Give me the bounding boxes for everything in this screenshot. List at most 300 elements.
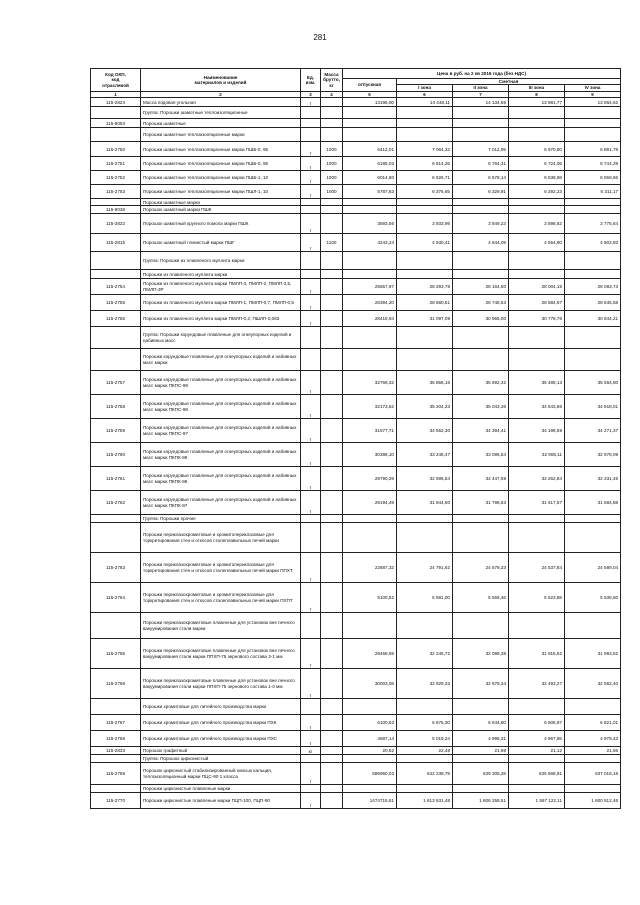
row-unit: т [301,371,321,395]
row-zone-1-price: 34 552,30 [397,419,453,443]
row-mass [321,98,343,107]
row-mass [321,419,343,443]
row-mass [321,295,343,311]
row-name: Порошки хромитовые для литейного производства марки ПХК [141,715,301,731]
row-unit: т [301,171,321,185]
table-row [91,699,621,715]
row-zone-2-price [453,252,509,270]
table-row [91,419,621,443]
row-zone-1-price: 31 944,60 [397,491,453,515]
row-mass [321,669,343,699]
row-release-price [343,270,397,279]
row-release-price: 28419,94 [343,311,397,327]
row-release-price: 30003,08 [343,669,397,699]
row-release-price: 6185,03 [343,157,397,171]
row-zone-3-price: 30 778,76 [509,311,565,327]
row-zone-3-price: 13 981,77 [509,98,565,107]
row-zone-1-price: 4 930,41 [397,234,453,252]
row-name: Порошки шамотные теплоизоляционные марки ПШБ-0, 95 [141,142,301,157]
row-zone-3-price [509,755,565,763]
table-row [91,214,621,234]
row-code: 115-2757 [91,371,141,395]
row-zone-2-price [453,270,509,279]
row-zone-4-price [565,199,621,206]
row-release-price: 29459,69 [343,639,397,669]
row-zone-1-price: 32 245,72 [397,639,453,669]
table-row [91,639,621,669]
table-row [91,279,621,295]
row-code: 115-2822 [91,214,141,234]
row-zone-4-price [565,755,621,763]
row-name: Порошки корундовые плавленые для огнеупорных изделий и набивных масс марки ПКПК-98 [141,467,301,491]
row-mass [321,252,343,270]
row-unit [301,119,321,128]
row-code: 115-2833 [91,747,141,755]
row-code: 115-9036 [91,206,141,214]
row-code [91,699,141,715]
page-number: 281 [313,33,327,42]
col-number: 9 [565,91,621,97]
table-row [91,613,621,639]
row-release-price: 1474715,61 [343,793,397,809]
row-zone-4-price [565,699,621,715]
row-name: Порошки периклазохромитовые плавленые для установок вне печного вакуумирования стали марки ППХП-75 зернового состава 3-1 мм [141,639,301,669]
row-mass [321,785,343,793]
col-number: 8 [509,91,565,97]
table-row [91,523,621,553]
row-unit [301,755,321,763]
row-zone-1-price [397,107,453,119]
row-code: 115-2764 [91,583,141,613]
row-zone-4-price: 34 918,01 [565,395,621,419]
row-mass [321,515,343,523]
row-release-price [343,128,397,142]
row-code: 115-2762 [91,491,141,515]
row-code [91,128,141,142]
row-code: 115-2755 [91,295,141,311]
row-code: 115-2759 [91,419,141,443]
row-release-price [343,785,397,793]
row-zone-2-price: 639 305,28 [453,763,509,785]
row-code [91,349,141,371]
row-code: 115-2751 [91,157,141,171]
row-unit [301,349,321,371]
row-zone-3-price [509,206,565,214]
row-zone-2-price [453,755,509,763]
row-zone-1-price: 22,48 [397,747,453,755]
row-zone-3-price [509,327,565,349]
row-zone-1-price [397,119,453,128]
header-release: отпускная [343,79,397,92]
row-zone-2-price: 24 678,33 [453,553,509,583]
row-zone-3-price: 31 915,62 [509,639,565,669]
group-row [91,327,621,349]
row-name: Порошок шамотный глинистый марки ПШГ [141,234,301,252]
row-zone-3-price: 34 843,86 [509,395,565,419]
row-zone-4-price [565,523,621,553]
table-row [91,311,621,327]
row-code: 115-2768 [91,731,141,747]
table-row [91,395,621,419]
row-mass [321,731,343,747]
row-name: Порошки шамотные теплоизоляционные марки ПШБ-1, 10 [141,171,301,185]
row-zone-3-price: 34 198,59 [509,419,565,443]
row-unit: кг [301,747,321,755]
row-zone-1-price: 33 248,47 [397,443,453,467]
row-name: Группа: Порошки из плавленого муллита марки [141,252,301,270]
row-zone-4-price [565,107,621,119]
row-release-price: 25657,97 [343,279,397,295]
row-release-price: 32173,52 [343,395,397,419]
row-zone-2-price [453,785,509,793]
row-code: 115-2752 [91,171,141,185]
row-unit [301,199,321,206]
row-release-price [343,613,397,639]
row-zone-1-price [397,327,453,349]
col-number: 7 [453,91,509,97]
header-price-title: Цена в руб. на 2 кв 2016 года (без НДС) [343,69,621,79]
row-code [91,755,141,763]
row-zone-4-price [565,270,621,279]
row-name: Порошки корундовые плавленые для огнеупорных изделий и набивных масс марки ПКПС-98 [141,395,301,419]
table-row [91,98,621,107]
row-name: Порошок шамотный крупного помола марки ПШК [141,214,301,234]
row-zone-4-price: 32 562,40 [565,669,621,699]
row-zone-4-price: 28 083,73 [565,279,621,295]
row-zone-1-price [397,699,453,715]
row-name: Порошки хромитовые для литейного производства марки ПХС [141,731,301,747]
row-zone-1-price: 3 933,99 [397,214,453,234]
table-row [91,185,621,199]
row-zone-4-price: 6 311,17 [565,185,621,199]
row-code: 115-2763 [91,553,141,583]
row-zone-2-price: 4 844,09 [453,234,509,252]
row-unit: т [301,793,321,809]
row-zone-2-price [453,119,509,128]
row-zone-1-price [397,270,453,279]
row-unit: т [301,583,321,613]
row-zone-4-price [565,206,621,214]
row-mass: 1100 [321,234,343,252]
table-row [91,785,621,793]
row-mass [321,119,343,128]
row-unit [301,785,321,793]
group-row [91,755,621,763]
row-unit: т [301,491,321,515]
row-zone-4-price [565,128,621,142]
table-row [91,206,621,214]
row-zone-1-price [397,755,453,763]
row-zone-3-price: 32 908,11 [509,443,565,467]
row-unit: т [301,157,321,171]
row-release-price [343,755,397,763]
row-zone-2-price: 35 043,36 [453,395,509,419]
row-zone-2-price: 5 555,46 [453,583,509,613]
table-body [91,98,621,809]
row-mass [321,747,343,755]
row-mass: 1000 [321,142,343,157]
row-mass [321,763,343,785]
row-code: 115-2760 [91,443,141,467]
row-name: Порошки периклазохромитовые и хромитопериклазовые для торкретирования стен и откосов сталеплавильных печей марки [141,523,301,553]
table-row [91,583,621,613]
table-row [91,371,621,395]
price-table [90,68,621,809]
row-release-price [343,349,397,371]
row-unit [301,206,321,214]
row-mass [321,793,343,809]
row-zone-3-price: 28 004,15 [509,279,565,295]
row-unit: т [301,214,321,234]
row-mass: 1000 [321,171,343,185]
row-zone-4-price [565,119,621,128]
row-zone-3-price [509,699,565,715]
row-zone-1-price [397,252,453,270]
row-name: Порошки периклазохромитовые плавленые для установок вне печного вакуумирования стали марки ППХП-75 зернового состава 1-0 мм [141,669,301,699]
row-zone-4-price: 5 535,60 [565,583,621,613]
row-code [91,199,141,206]
table-row [91,157,621,171]
row-zone-3-price: 4 967,86 [509,731,565,747]
row-name: Порошки корундовые плавленые для огнеупорных изделий и набивных масс марки ПКПС-97 [141,419,301,443]
row-mass [321,699,343,715]
table-row [91,295,621,311]
row-mass [321,553,343,583]
row-zone-4-price: 35 564,80 [565,371,621,395]
row-zone-4-price: 21,56 [565,747,621,755]
row-mass [321,214,343,234]
row-code: 115-2815 [91,234,141,252]
row-release-price: 30386,10 [343,443,397,467]
table-row [91,715,621,731]
header-estimate: Сметная [397,79,621,85]
row-mass [321,639,343,669]
row-code [91,327,141,349]
row-mass [321,349,343,371]
row-zone-3-price: 32 262,84 [509,467,565,491]
group-row [91,107,621,119]
row-release-price: 4587,14 [343,731,397,747]
table-row [91,270,621,279]
row-unit: т [301,467,321,491]
header-zone-4: IV зона [565,85,621,91]
row-zone-3-price [509,128,565,142]
table-row [91,119,621,128]
row-zone-4-price: 24 589,04 [565,553,621,583]
row-unit: т [301,553,321,583]
row-name: Порошки из плавленого муллита марки [141,270,301,279]
table-row [91,553,621,583]
row-zone-4-price: 6 558,66 [565,171,621,185]
row-zone-2-price: 35 692,32 [453,371,509,395]
row-zone-4-price: 4 978,43 [565,731,621,747]
row-zone-1-price: 35 204,23 [397,395,453,419]
row-zone-4-price: 31 684,88 [565,491,621,515]
row-release-price: 29790,29 [343,467,397,491]
row-zone-4-price: 1 600 512,46 [565,793,621,809]
row-mass [321,715,343,731]
row-zone-4-price [565,515,621,523]
row-zone-2-price [453,107,509,119]
row-zone-1-price: 28 293,78 [397,279,453,295]
row-zone-1-price: 1 613 631,48 [397,793,453,809]
row-zone-3-price: 6 292,23 [509,185,565,199]
row-unit: т [301,185,321,199]
row-release-price: 26394,20 [343,295,397,311]
row-zone-1-price: 642 238,79 [397,763,453,785]
row-release-price: 32769,32 [343,371,397,395]
row-zone-1-price: 14 448,11 [397,98,453,107]
row-zone-3-price: 4 554,90 [509,234,565,252]
row-zone-2-price: 3 849,23 [453,214,509,234]
row-unit: т [301,98,321,107]
row-name: Группа: Порошки прочие [141,515,301,523]
row-zone-1-price: 32 596,54 [397,467,453,491]
row-zone-4-price: 6 744,29 [565,157,621,171]
header-name: Наименование материалов и изделий [141,69,301,92]
header-code: Код ОКП, код отраслевой [91,69,141,92]
row-mass [321,583,343,613]
row-zone-4-price: 6 891,78 [565,142,621,157]
row-code [91,252,141,270]
row-name: Группа: Порошки корундовые плавленые для огнеупорных изделий и набивных масс [141,327,301,349]
row-name: Порошки из плавленого муллита марки ПМЛП-3, ПМЛП-2, ПМЛП-2,5, ПМЛП-3Р [141,279,301,295]
row-unit [301,252,321,270]
row-zone-1-price: 6 626,71 [397,171,453,185]
row-zone-3-price: 31 617,57 [509,491,565,515]
row-unit: т [301,419,321,443]
row-code: 115-2769 [91,763,141,785]
row-release-price [343,199,397,206]
row-zone-2-price: 7 012,95 [453,142,509,157]
row-zone-3-price [509,613,565,639]
row-release-price: 5787,83 [343,185,397,199]
table-row [91,128,621,142]
row-release-price: 6412,01 [343,142,397,157]
row-zone-1-price: 6 376,65 [397,185,453,199]
row-zone-1-price [397,128,453,142]
row-zone-3-price: 24 537,84 [509,553,565,583]
row-zone-1-price: 6 675,30 [397,715,453,731]
row-name: Порошок цирконистый стабилизированный окисью кальция, теплоизоляционный марки ПЦС-90 1 класса [141,763,301,785]
row-zone-1-price [397,613,453,639]
group-row [91,252,621,270]
row-code [91,515,141,523]
row-mass [321,613,343,639]
row-zone-3-price: 3 698,62 [509,214,565,234]
row-zone-2-price: 32 679,34 [453,669,509,699]
row-code: 115-2753 [91,185,141,199]
row-zone-2-price: 30 955,00 [453,311,509,327]
row-name: Порошки периклазохромитовые и хромитопериклазовые для торкретирования стен и откосов сталеплавильных печей марки ПХПТ [141,583,301,613]
row-zone-1-price: 32 829,33 [397,669,453,699]
row-zone-2-price [453,327,509,349]
row-name: Порошки из плавленого муллита марки ПМЛП-0,2; ПШЛП-0,063 [141,311,301,327]
row-unit: т [301,295,321,311]
row-name: Порошки из плавленого муллита марки ПМЛП-1, ПМЛП-0,7, ПМЛП-0,5 [141,295,301,311]
row-mass: 1000 [321,185,343,199]
row-code: 115-2761 [91,467,141,491]
row-zone-1-price: 7 064,32 [397,142,453,157]
row-zone-3-price: 635 668,91 [509,763,565,785]
row-zone-4-price: 637 018,18 [565,763,621,785]
row-zone-2-price: 33 096,54 [453,443,509,467]
row-zone-2-price [453,699,509,715]
row-code: 115-2756 [91,311,141,327]
row-zone-2-price [453,128,509,142]
row-zone-2-price: 14 134,65 [453,98,509,107]
col-number: 5 [343,91,397,97]
col-number: 3 [301,91,321,97]
row-zone-4-price: 34 271,37 [565,419,621,443]
row-release-price: 20,52 [343,747,397,755]
row-release-price [343,107,397,119]
row-mass [321,467,343,491]
row-release-price [343,327,397,349]
row-release-price [343,699,397,715]
row-release-price [343,515,397,523]
row-mass [321,279,343,295]
row-zone-1-price: 35 856,16 [397,371,453,395]
row-code: 115-2754 [91,279,141,295]
row-mass [321,128,343,142]
row-mass [321,327,343,349]
row-unit [301,107,321,119]
row-zone-2-price: 21,98 [453,747,509,755]
row-zone-3-price: 6 538,98 [509,171,565,185]
row-zone-1-price: 5 019,24 [397,731,453,747]
table-row [91,234,621,252]
row-mass [321,755,343,763]
row-zone-2-price [453,613,509,639]
header-unit: Ед. изм. [301,69,321,92]
group-row [91,515,621,523]
row-zone-3-price [509,270,565,279]
row-zone-2-price: 6 578,14 [453,171,509,185]
row-unit: т [301,639,321,669]
row-code: 115-2765 [91,639,141,669]
row-zone-3-price: 6 724,06 [509,157,565,171]
table-row [91,793,621,809]
col-number: 4 [321,91,343,97]
row-mass [321,270,343,279]
row-code [91,107,141,119]
row-zone-1-price [397,523,453,553]
row-code [91,785,141,793]
row-mass [321,199,343,206]
row-zone-2-price: 32 098,38 [453,639,509,669]
row-unit: т [301,395,321,419]
row-release-price [343,252,397,270]
row-unit: т [301,279,321,295]
row-zone-2-price [453,523,509,553]
row-name: Порошки хромитовые для литейного производства марки [141,699,301,715]
row-zone-3-price [509,199,565,206]
row-release-price: 22687,32 [343,553,397,583]
row-release-price: 31577,71 [343,419,397,443]
row-zone-4-price [565,327,621,349]
row-unit: т [301,311,321,327]
row-unit: т [301,763,321,785]
row-mass [321,206,343,214]
row-release-price: 6100,63 [343,715,397,731]
table-row [91,467,621,491]
row-zone-3-price: 1 597 122,11 [509,793,565,809]
row-zone-3-price [509,119,565,128]
row-name: Группа: Порошки шамотные теплоизоляционные [141,107,301,119]
row-zone-4-price: 3 775,64 [565,214,621,234]
table-row [91,443,621,467]
